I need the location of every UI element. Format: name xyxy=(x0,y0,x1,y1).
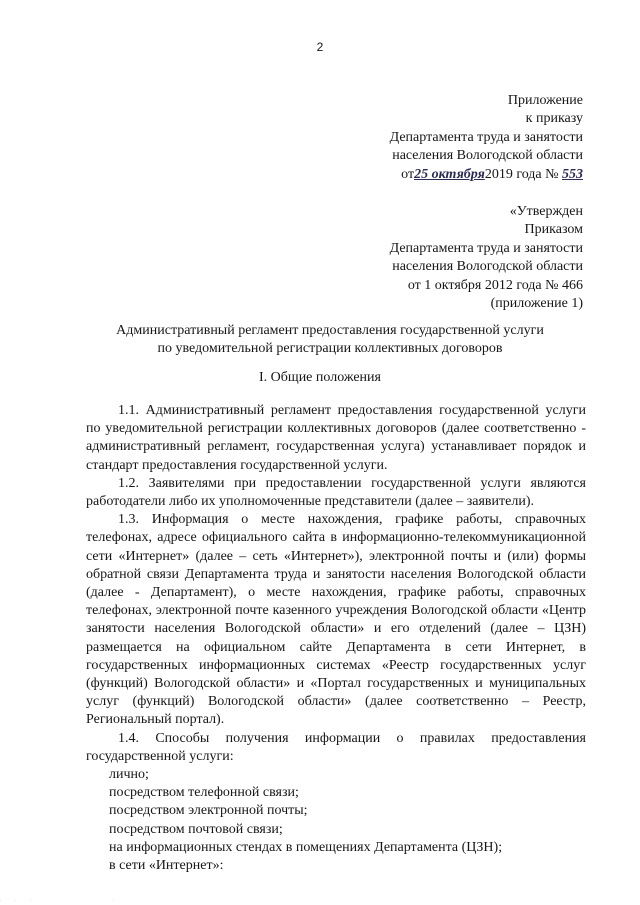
paragraph: 1.3. Информация о месте нахождения, графике работы, справочных телефонах, адресе официального сайта в информационно-телекоммуникационной сети «Интернет» (далее – сеть «Интернет»), электронной почты и (или) формы обратной связи Департамента труда и занятости населения Вологодской области (далее - Департамент), о месте нахождения, графике работы, справочных телефонах, электронной почте казенного учреждения Вологодской области «Центр занятости населения Вологодской области» и его отделений (далее – ЦЗН) размещается на официальном сайте Департамента в сети Интернет, в государственных информационных системах «Реестр государственных услуг (функций) Вологодской области» и «Портал государственных и муниципальных услуг (функций) Вологодской области» (далее соответственно – Реестр, Региональный портал). xyxy=(86,512,586,728)
list-item: посредством электронной почты; xyxy=(109,803,308,819)
approved-line: (приложение 1) xyxy=(490,296,583,312)
title-line: по уведомительной регистрации коллективных договоров xyxy=(157,341,503,356)
approved-line: «Утвержден xyxy=(509,204,583,219)
approved-line: населения Вологодской области xyxy=(392,259,583,275)
approved-line: Департамента труда и занятости xyxy=(389,240,583,256)
list-item: лично; xyxy=(109,767,149,783)
document-body xyxy=(86,402,586,875)
appendix-block xyxy=(390,92,583,184)
scan-marks: . . . . xyxy=(0,897,120,903)
list-item: посредством телефонной связи; xyxy=(109,785,299,801)
appendix-line: Департамента труда и занятости xyxy=(389,129,583,145)
handwritten-date: 25 октября xyxy=(414,166,485,182)
section-heading: I. Общие положения xyxy=(259,370,381,385)
appendix-line: Приложение xyxy=(507,93,583,108)
paragraph: 1.2. Заявителями при предоставлении государственной услуги являются работодатели либо их уполномоченные представители (далее – заявители). xyxy=(86,475,586,510)
approved-line: от 1 октября 2012 года № 466 xyxy=(407,277,583,293)
handwritten-number: 553 xyxy=(562,166,583,182)
list-item: на информационных стендах в помещениях Департамента (ЦЗН); xyxy=(109,839,503,855)
document-title xyxy=(72,322,588,358)
appendix-date-line xyxy=(390,166,583,184)
date-prefix: от xyxy=(401,166,415,182)
appendix-line: населения Вологодской области xyxy=(392,148,583,164)
paragraph: 1.4. Способы получения информации о правилах предоставления государственной услуги: xyxy=(86,730,586,764)
paragraph: 1.1. Административный регламент предоставления государственной услуги по уведомительной регистрации коллективных договоров (далее соответственно - административный регламент, государственная услуга) устанавливает порядок и стандарт предоставления государственной услуги. xyxy=(86,403,586,473)
date-suffix: 2019 года № xyxy=(484,166,559,182)
approved-line: Приказом xyxy=(524,222,583,238)
appendix-line: к приказу xyxy=(525,111,583,127)
approved-block xyxy=(390,203,583,313)
page-number: 2 xyxy=(316,40,324,54)
list-item: посредством почтовой связи; xyxy=(109,821,283,837)
title-line: Административный регламент предоставления государственной услуги xyxy=(116,323,544,338)
list-item: в сети «Интернет»: xyxy=(109,858,224,874)
